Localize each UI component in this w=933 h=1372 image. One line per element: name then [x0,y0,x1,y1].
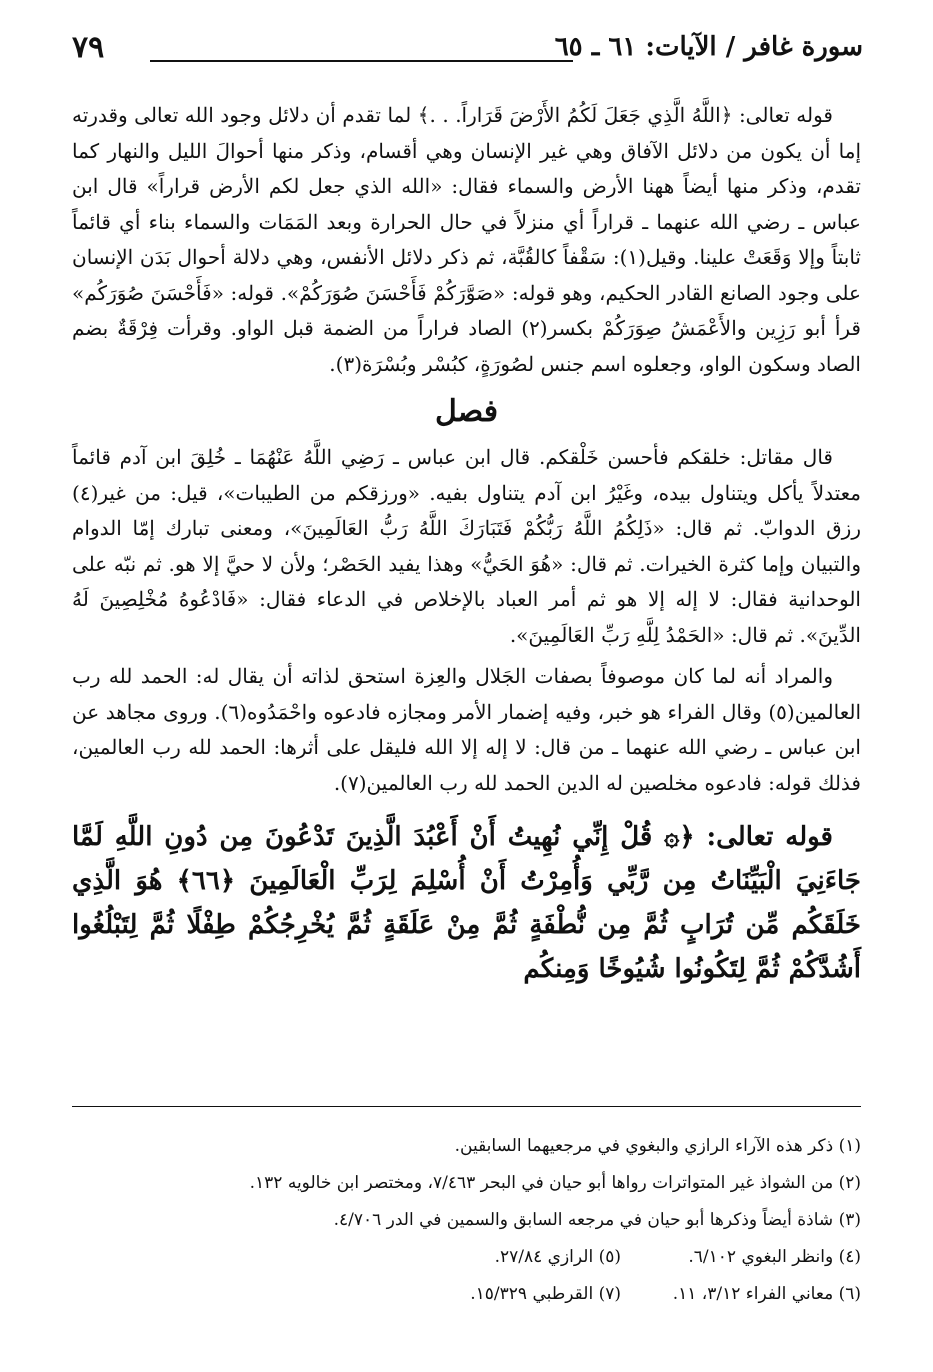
footnote-1: (١) ذكر هذه الآراء الرازي والبغوي في مرجعيهما السابقين. [454,1136,861,1156]
footnote-2: (٢) من الشواذ غير المتواترات رواها أبو حيان في البحر ٧/٤٦٣، ومختصر ابن خالويه ١٣٢. [249,1173,861,1193]
header-rule [150,60,573,62]
footnote-7: (٧) القرطبي ١٥/٣٢٩. [470,1284,621,1304]
footnote-4: (٤) وانظر البغوي ٦/١٠٢. [688,1247,861,1267]
running-title: سورة غافر / الآيات: ٦١ ـ ٦٥ [554,32,863,62]
quran-verse: قوله تعالى: ﴿۞ قُلْ إِنِّي نُهِيتُ أَنْ أَعْبُدَ الَّذِينَ تَدْعُونَ مِن دُونِ اللَّهِ لَمَّا جَاءَنِيَ الْبَيِّنَاتُ مِن رَّبِّي وَأُمِرْتُ أَنْ أُسْلِمَ لِرَبِّ الْعَالَمِينَ ﴿٦٦﴾ هُوَ الَّذِي خَلَقَكُم مِّن تُرَابٍ ثُمَّ مِن نُّطْفَةٍ ثُمَّ مِنْ عَلَقَةٍ ثُمَّ يُخْرِجُكُمْ طِفْلًا ثُمَّ لِتَبْلُغُوا أَشُدَّكُمْ ثُمَّ لِتَكُونُوا شُيُوخًا وَمِنكُم [72,822,861,984]
paragraph-3: والمراد أنه لما كان موصوفاً بصفات الجَلال والعِزة استحق لذاته أن يقال له: الحمد لله رب العالمين(٥) وقال الفراء هو خبر، وفيه إضمار الأمر ومجازه فادعوه واحْمَدُوه(٦). وروى مجاهد عن ابن عباس ـ رضي الله عنهما ـ من قال: لا إله إلا الله فليقل على أثرها: الحمد لله رب العالمين، فذلك قوله: فادعوه مخلصين له الدين الحمد لله رب العالمين(٧). [72,664,862,795]
footnote-row-6-7 [72,1276,861,1313]
footnote-divider [72,1106,861,1107]
page-number: ٧٩ [72,30,105,65]
footnote-5: (٥) الرازي ٢٧/٨٤. [494,1247,621,1267]
footnote-6: (٦) معاني الفراء ٣/١٢، ١١. [672,1284,861,1304]
footnotes [72,1128,861,1313]
page-header [72,30,863,74]
main-text [72,98,861,991]
section-heading: فصل [434,394,499,429]
paragraph-1: قوله تعالى: ﴿اللَّهُ الَّذِي جَعَلَ لَكُمُ الأَرْضَ قَرَاراً. . .﴾ لما تقدم أن دلائل وجود الله تعالى وقدرته إما أن يكون من دلائل الآفاق وهي غير الإنسان وهي أقسام، وذكر منها أحوالَ الليل والنهار كما تقدم، وذكر منها أيضاً ههنا الأرض والسماء فقال: «الله الذي جعل لكم الأرض قراراً» قال ابن عباس ـ رضي الله عنهما ـ قراراً أي منزلاً في حال الحرارة وبعد المَمَات والسماء بناء أي قائماً ثابتاً وإلا وَقَعَتْ علينا. وقيل(١): سَقْفاً كالقُبَّة، ثم ذكر دلائل الأنفس، وهي دلالة أحوال بَدَن الإنسان على وجود الصانع القادر الحكيم، وهو قوله: «صَوَّرَكُمْ فَأَحْسَنَ صُوَرَكُمْ». قوله: «فَأَحْسَنَ صُوَرَكُم» قرأ أبو رَزِين والأَعْمَشُ صِوَرَكُمْ بكسر(٢) الصاد فراراً من الضمة قبل الواو. وقرأت فِرْقَةٌ بضم الصاد وسكون الواو، وجعلوه اسم جنس لصُورَةٍ، كبُسْر وبُسْرَة(٣). [72,103,861,376]
paragraph-2: قال مقاتل: خلقكم فأحسن خَلْقكم. قال ابن عباس ـ رَضِي اللَّهُ عَنْهُمَا ـ خُلِقَ ابن آدم قائماً معتدلاً يأكل ويتناول بيده، وغَيْرُ ابن آدم يتناول بفيه. «ورزقكم من الطيبات»، قيل: من غير(٤) رزق الدوابّ. ثم قال: «ذَلِكُمُ اللَّهُ رَبُّكُمْ فَتَبَارَكَ اللَّهُ رَبُّ العَالَمِينَ»، ومعنى تبارك إمّا الدوام والتبيان وإما كثرة الخيرات. ثم قال: «هُوَ الحَيُّ» وهذا يفيد الحَصْر؛ ولأن لا حيَّ إلا هو. ثم نبّه على الوحدانية فقال: لا إله إلا هو ثم أمر العباد بالإخلاص في الدعاء فقال: «فَادْعُوهُ مُخْلِصِينَ لَهُ الدِّينَ». ثم قال: «الحَمْدُ لِلَّهِ رَبِّ العَالَمِينَ». [72,445,861,647]
footnote-row-4-5 [72,1239,861,1276]
footnote-3: (٣) شاذة أيضاً وذكرها أبو حيان في مرجعه السابق والسمين في الدر ٤/٧٠٦. [333,1210,861,1230]
